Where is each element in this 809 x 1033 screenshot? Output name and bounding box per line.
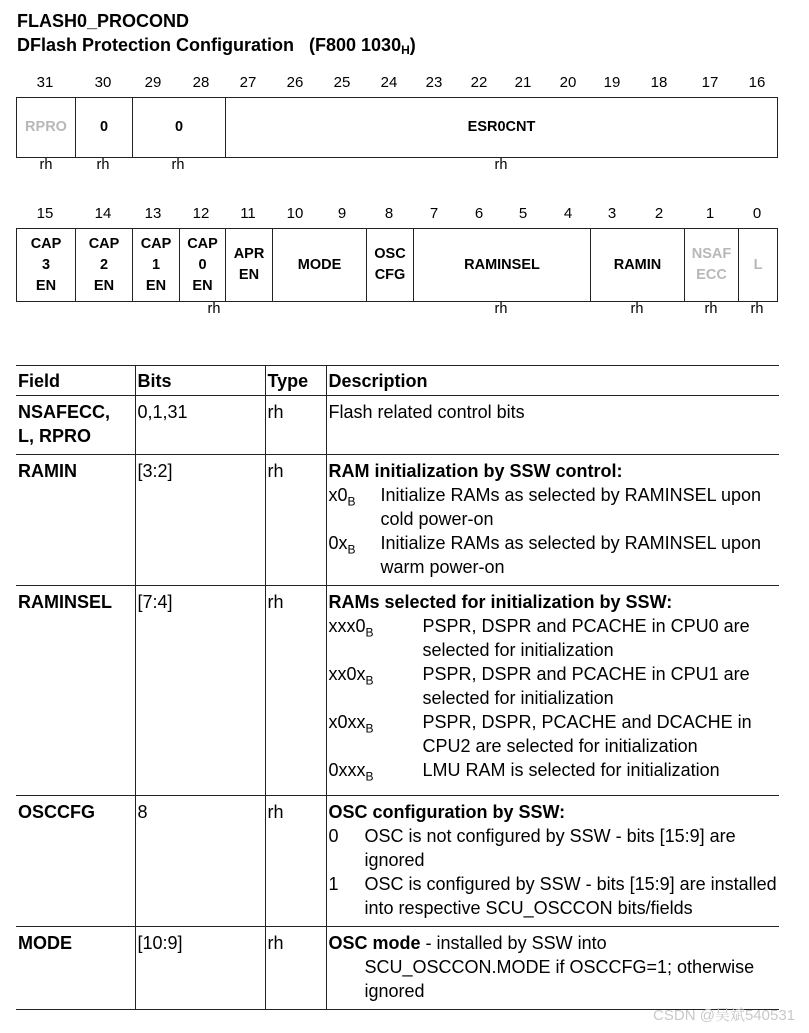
bit-number: 5 [518,205,528,222]
bit-number: 16 [748,74,766,91]
bit-number: 31 [36,74,54,91]
bit-number: 30 [94,74,112,91]
header-bits: Bits [135,366,265,396]
value-text: OSC is configured by SSW - bits [15:9] are installed into respective SCU_OSCCON bits/fields [364,873,777,918]
register-row-lower [16,228,778,302]
access-type: rh [171,157,185,173]
value-code: $0x_B$ [328,533,356,557]
bit-number: 18 [650,74,668,91]
value-text: LMU RAM is selected for initialization [422,760,720,780]
header-type: Type [265,366,326,396]
register-desc-text: DFlash Protection Configuration [17,35,294,55]
field-bits: 8 [135,795,265,926]
field-type: rh [265,926,326,1009]
field-name: RAMIN [16,455,135,586]
register-row-upper [16,97,778,158]
value-text: OSC is not configured by SSW - bits [15:9] are ignored [364,825,736,870]
field-cap2en: CAP 2 EN [76,229,133,301]
bit-number: 29 [144,74,162,91]
bit-number: 1 [705,205,715,222]
value-text: PSPR, DSPR and PCACHE in CPU1 are selected for initialization [422,664,750,708]
bit-number: 21 [514,74,532,91]
value-code: 0 [328,825,339,846]
bit-number: 14 [94,205,112,222]
field-rpro: RPRO [17,98,76,157]
bit-number: 10 [286,205,304,222]
field-mode: MODE [273,229,367,301]
field-name: OSCCFG [16,795,135,926]
register-description [17,34,416,61]
access-type: rh [630,301,644,317]
bit-number: 11 [240,205,256,222]
table-row [16,396,779,455]
value-entry [329,872,778,920]
field-bits: 0,1,31 [135,396,265,455]
field-name: RAMINSEL [16,586,135,796]
register-address: (F800 1030 [309,35,402,55]
field-bits: [3:2] [135,455,265,586]
field-description [326,586,779,796]
address-close: ) [409,35,416,55]
bit-number: 23 [425,74,443,91]
access-type: rh [494,301,508,317]
description-heading: OSC mode [328,932,421,953]
value-code: $x0_B$ [328,485,356,509]
value-entry [329,710,778,758]
bit-number: 24 [380,74,398,91]
field-description [326,396,779,455]
bit-number: 19 [603,74,621,91]
field-reserved-30: 0 [76,98,133,157]
value-code: $xxx0_B$ [328,616,374,640]
bit-number: 28 [192,74,210,91]
bit-number: 9 [337,205,347,222]
value-text: Initialize RAMs as selected by RAMINSEL upon cold power-on [380,485,761,529]
value-code: 1 [328,873,339,894]
access-type: rh [207,301,221,317]
value-entry [329,824,778,872]
table-row [16,586,779,796]
bit-number: 20 [559,74,577,91]
description-text: - installed by SSW into [420,932,607,953]
bit-number: 8 [384,205,394,222]
bit-number: 26 [286,74,304,91]
bit-number: 4 [563,205,573,222]
field-bits: [10:9] [135,926,265,1009]
watermark: CSDN @吴斌540531 [653,1007,795,1024]
value-entry [329,758,778,789]
bit-number: 13 [144,205,162,222]
access-type: rh [494,157,508,173]
field-esr0cnt: ESR0CNT [467,119,536,135]
address-suffix: H [401,43,410,57]
register-name: FLASH0_PROCOND [17,11,190,31]
field-name: NSAFECC, L, RPRO [16,396,135,455]
bit-number: 7 [429,205,439,222]
bit-number: 2 [654,205,664,222]
field-l: L [753,256,763,273]
table-header-row [16,366,779,396]
header-description: Description [326,366,779,396]
field-reserved-29-28: 0 [133,98,226,157]
field-type: rh [265,586,326,796]
bit-number: 0 [752,205,762,222]
header-field: Field [16,366,135,396]
bit-number: 22 [470,74,488,91]
value-entry [329,483,778,531]
field-cap3en: CAP 3 EN [17,229,76,301]
field-ramin: RAMIN [591,229,685,301]
description-continuation: SCU_OSCCON.MODE if OSCCFG=1; otherwise ignored [364,956,755,1001]
value-entry [329,531,778,579]
table-row [16,455,779,586]
description-heading: OSC configuration by SSW: [328,801,566,822]
field-description [326,455,779,586]
bit-number: 25 [333,74,351,91]
field-type: rh [265,455,326,586]
description-heading: RAMs selected for initialization by SSW: [328,592,673,612]
field-cap1en: CAP 1 EN [133,229,180,301]
field-description-table [16,365,779,1010]
field-type: rh [265,396,326,455]
field-bits: [7:4] [135,586,265,796]
access-type: rh [704,301,718,317]
bit-number: 3 [607,205,617,222]
access-type: rh [96,157,110,173]
table-row [16,795,779,926]
value-text: Initialize RAMs as selected by RAMINSEL upon warm power-on [380,533,761,577]
bit-number: 17 [701,74,719,91]
value-code: 0xxx$_B$ [328,760,374,784]
description-text: Flash related control bits [328,402,525,422]
value-text: PSPR, DSPR and PCACHE in CPU0 are selected for initialization [422,616,750,660]
field-nsafecc: NSAF ECC [685,229,739,301]
table-row [16,926,779,1009]
description-line [329,931,778,955]
value-code: $xx0x_B$ [328,664,374,688]
field-osccfg: OSC CFG [367,229,414,301]
field-description [326,795,779,926]
bit-number: 6 [474,205,484,222]
field-type: rh [265,795,326,926]
field-name: MODE [16,926,135,1009]
access-type: rh [39,157,53,173]
bit-number: 27 [239,74,257,91]
value-entry [329,662,778,710]
field-cap0en: CAP 0 EN [180,229,226,301]
value-entry [329,614,778,662]
field-apren: APR EN [226,229,273,301]
value-code: $x0xx_B$ [328,712,374,736]
description-heading: RAM initialization by SSW control: [328,461,623,481]
bit-number: 15 [36,205,54,222]
field-description [326,926,779,1009]
field-raminsel: RAMINSEL [414,229,591,301]
value-text: PSPR, DSPR, PCACHE and DCACHE in CPU2 are selected for initialization [422,712,752,756]
access-type: rh [750,301,764,317]
bit-number: 12 [192,205,210,222]
